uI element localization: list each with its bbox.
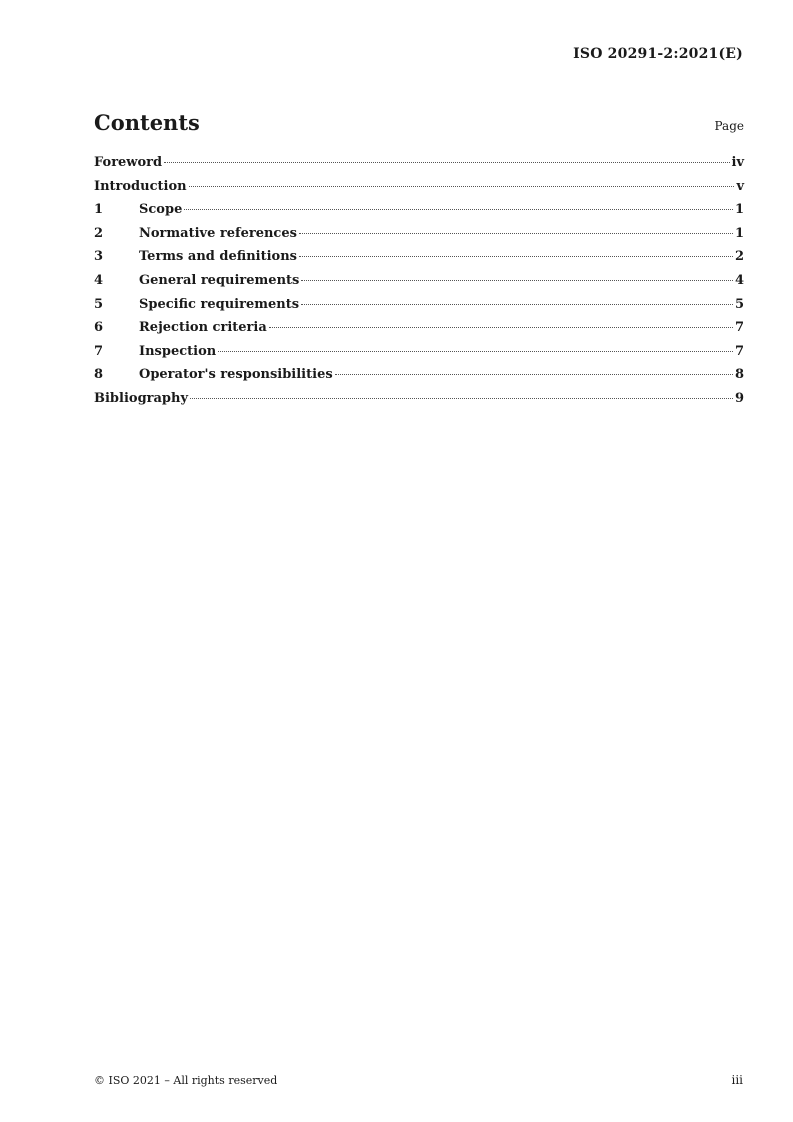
toc-entry-number: 7 xyxy=(94,343,104,359)
contents-title: Contents xyxy=(94,110,200,135)
toc-dot-leader xyxy=(301,304,733,305)
toc-entry-title: Scope xyxy=(139,202,183,218)
toc-dot-leader xyxy=(269,327,733,328)
toc-entry-page: 1 xyxy=(734,202,744,218)
toc-entry-bibliography[interactable] xyxy=(94,391,744,415)
toc-entry-number: 6 xyxy=(94,320,104,336)
toc-entry-page: 7 xyxy=(734,320,744,336)
toc-entry-title: Normative references xyxy=(139,225,297,241)
toc-entry-operators-responsibilities[interactable] xyxy=(94,367,744,391)
toc-entry-number: 2 xyxy=(94,225,104,241)
toc-entry-title: Bibliography xyxy=(94,390,189,406)
footer-page-number: iii xyxy=(731,1073,743,1087)
toc-entry-general-requirements[interactable] xyxy=(94,273,744,297)
toc-entry-number: 5 xyxy=(94,296,104,312)
toc-entry-title: Rejection criteria xyxy=(139,320,267,336)
toc-entry-number: 1 xyxy=(94,202,104,218)
toc-entry-page: 8 xyxy=(734,367,744,383)
toc-entry-introduction[interactable] xyxy=(94,179,744,203)
toc-entry-page: iv xyxy=(731,155,744,170)
toc-dot-leader xyxy=(301,280,733,281)
contents-header xyxy=(94,110,744,140)
toc-entry-number: 4 xyxy=(94,272,104,288)
toc-entry-page: 9 xyxy=(734,390,744,406)
footer-copyright: © ISO 2021 – All rights reserved xyxy=(94,1074,278,1087)
toc-entry-title: Introduction xyxy=(94,178,187,194)
toc-entry-title: Foreword xyxy=(94,155,163,170)
toc-entry-specific-requirements[interactable] xyxy=(94,297,744,321)
toc-entry-foreword[interactable] xyxy=(94,155,744,179)
page-column-label: Page xyxy=(714,119,744,133)
toc-entry-page: 2 xyxy=(734,249,744,265)
toc-dot-leader xyxy=(335,374,733,375)
toc-entry-scope[interactable] xyxy=(94,202,744,226)
document-id: ISO 20291-2:2021(E) xyxy=(573,46,743,62)
toc-entry-page: 4 xyxy=(734,272,744,288)
toc-entry-terms-and-definitions[interactable] xyxy=(94,249,744,273)
toc-dot-leader xyxy=(189,186,735,187)
toc-dot-leader xyxy=(184,209,733,210)
table-of-contents xyxy=(94,155,744,415)
toc-dot-leader xyxy=(218,351,733,352)
toc-entry-normative-references[interactable] xyxy=(94,226,744,250)
toc-entry-title: Terms and definitions xyxy=(139,249,297,265)
toc-dot-leader xyxy=(299,233,733,234)
toc-entry-page: v xyxy=(736,178,744,194)
toc-entry-number: 3 xyxy=(94,249,104,265)
toc-entry-title: Operator's responsibilities xyxy=(139,367,333,383)
toc-entry-title: General requirements xyxy=(139,272,300,288)
toc-entry-title: Specific requirements xyxy=(139,296,300,312)
toc-entry-inspection[interactable] xyxy=(94,344,744,368)
toc-entry-number: 8 xyxy=(94,367,104,383)
toc-entry-rejection-criteria[interactable] xyxy=(94,320,744,344)
toc-entry-title: Inspection xyxy=(139,343,217,359)
toc-dot-leader xyxy=(190,398,733,399)
toc-entry-page: 7 xyxy=(734,343,744,359)
toc-entry-page: 1 xyxy=(734,225,744,241)
toc-dot-leader xyxy=(299,256,733,257)
toc-dot-leader xyxy=(164,162,729,163)
toc-entry-page: 5 xyxy=(734,296,744,312)
